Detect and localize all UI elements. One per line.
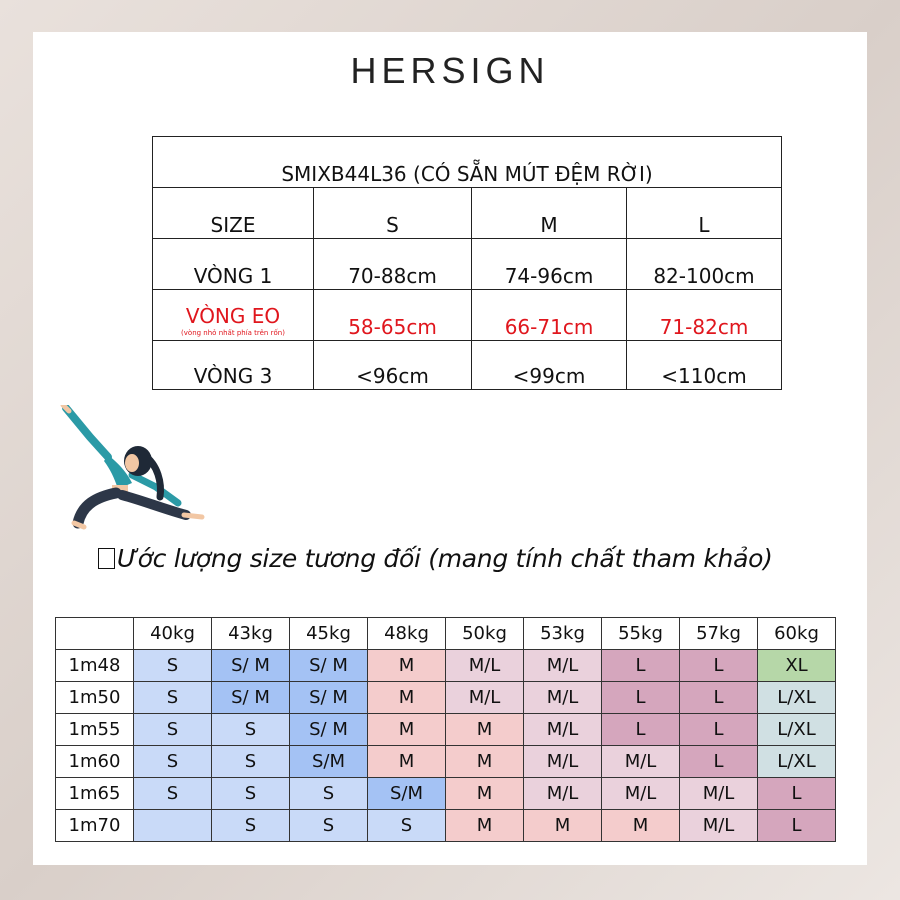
height-row	[56, 682, 836, 714]
weight-header: 50kg	[446, 618, 524, 650]
size-cell: M	[368, 714, 446, 746]
size-cell: S/ M	[212, 650, 290, 682]
height-label: 1m50	[56, 682, 134, 714]
size-cell: S	[212, 714, 290, 746]
size-cell: S/ M	[290, 682, 368, 714]
size-cell: M	[446, 714, 524, 746]
size-cell: M/L	[602, 746, 680, 778]
size-cell: S/M	[290, 746, 368, 778]
vong-3-m: <99cm	[472, 341, 627, 390]
vong-1-l: 82-100cm	[627, 239, 782, 290]
height-row	[56, 810, 836, 842]
size-cell: L	[602, 714, 680, 746]
vong-3-s: <96cm	[314, 341, 472, 390]
height-row	[56, 650, 836, 682]
size-cell: M	[524, 810, 602, 842]
header-s: S	[314, 188, 472, 239]
size-chart-table	[152, 136, 782, 390]
height-label: 1m60	[56, 746, 134, 778]
vong-eo-m: 66-71cm	[472, 290, 627, 341]
size-cell: S	[368, 810, 446, 842]
brand-logo: HERSIGN	[350, 50, 550, 91]
size-cell: L	[680, 650, 758, 682]
size-cell: S	[212, 746, 290, 778]
height-label: 1m70	[56, 810, 134, 842]
size-cell: S	[134, 778, 212, 810]
vong-eo-s: 58-65cm	[314, 290, 472, 341]
size-cell: L	[680, 682, 758, 714]
label-vong-eo: VÒNG EO	[185, 304, 281, 329]
weight-header: 57kg	[680, 618, 758, 650]
size-cell: L	[602, 650, 680, 682]
label-vong-eo-cell	[153, 290, 314, 341]
height-row	[56, 714, 836, 746]
height-label: 1m55	[56, 714, 134, 746]
size-chart-title: SMIXB44L36 (CÓ SẴN MÚT ĐỆM RỜI)	[153, 137, 782, 188]
size-cell: M/L	[446, 682, 524, 714]
size-cell: S	[290, 810, 368, 842]
size-cell: L	[602, 682, 680, 714]
size-cell: S	[134, 682, 212, 714]
size-cell: M/L	[602, 778, 680, 810]
estimate-heading-text: Ước lượng size tương đối (mang tính chất tham khảo)	[117, 544, 773, 573]
header-size: SIZE	[153, 188, 314, 239]
size-cell: XL	[758, 650, 836, 682]
size-cell: S	[290, 778, 368, 810]
yoga-woman-icon	[60, 405, 210, 530]
vong-1-m: 74-96cm	[472, 239, 627, 290]
size-cell: M	[602, 810, 680, 842]
row-vong-3	[153, 341, 782, 390]
size-cell: M/L	[680, 778, 758, 810]
size-cell: S/ M	[212, 682, 290, 714]
size-chart-title-row	[153, 137, 782, 188]
size-cell: M/L	[446, 650, 524, 682]
header-l: L	[627, 188, 782, 239]
size-cell: S	[134, 714, 212, 746]
size-cell: M/L	[524, 650, 602, 682]
size-cell: S/M	[368, 778, 446, 810]
size-cell: M	[368, 682, 446, 714]
size-cell: L/XL	[758, 714, 836, 746]
size-cell: S	[212, 810, 290, 842]
height-label: 1m65	[56, 778, 134, 810]
corner-cell	[56, 618, 134, 650]
size-cell: S/ M	[290, 714, 368, 746]
size-cell: M/L	[524, 778, 602, 810]
weight-header: 53kg	[524, 618, 602, 650]
size-cell: S	[212, 778, 290, 810]
estimate-heading	[98, 544, 858, 573]
size-cell: L/XL	[758, 682, 836, 714]
estimate-table	[55, 617, 836, 842]
weight-header: 40kg	[134, 618, 212, 650]
size-cell: L	[680, 746, 758, 778]
vong-eo-l: 71-82cm	[627, 290, 782, 341]
size-cell: M/L	[524, 682, 602, 714]
size-cell: L	[758, 810, 836, 842]
size-cell: L	[680, 714, 758, 746]
label-vong-1: VÒNG 1	[153, 239, 314, 290]
size-cell: M	[368, 650, 446, 682]
size-cell: S	[134, 746, 212, 778]
size-cell: M/L	[680, 810, 758, 842]
weight-header: 55kg	[602, 618, 680, 650]
label-vong-eo-note: (vòng nhỏ nhất phía trên rốn)	[181, 329, 285, 338]
weight-header: 60kg	[758, 618, 836, 650]
weight-header: 48kg	[368, 618, 446, 650]
checkbox-glyph-icon	[98, 548, 115, 569]
size-cell: M	[446, 810, 524, 842]
size-chart-header-row	[153, 188, 782, 239]
vong-1-s: 70-88cm	[314, 239, 472, 290]
row-vong-eo	[153, 290, 782, 341]
size-cell	[134, 810, 212, 842]
size-cell: M	[368, 746, 446, 778]
height-row	[56, 746, 836, 778]
size-cell: M/L	[524, 746, 602, 778]
vong-3-l: <110cm	[627, 341, 782, 390]
size-cell: L	[758, 778, 836, 810]
size-cell: S/ M	[290, 650, 368, 682]
size-cell: L/XL	[758, 746, 836, 778]
weight-header-row	[56, 618, 836, 650]
row-vong-1	[153, 239, 782, 290]
size-cell: M/L	[524, 714, 602, 746]
header-m: M	[472, 188, 627, 239]
size-cell: M	[446, 746, 524, 778]
height-row	[56, 778, 836, 810]
label-vong-3: VÒNG 3	[153, 341, 314, 390]
weight-header: 43kg	[212, 618, 290, 650]
weight-header: 45kg	[290, 618, 368, 650]
size-cell: M	[446, 778, 524, 810]
size-cell: S	[134, 650, 212, 682]
height-label: 1m48	[56, 650, 134, 682]
